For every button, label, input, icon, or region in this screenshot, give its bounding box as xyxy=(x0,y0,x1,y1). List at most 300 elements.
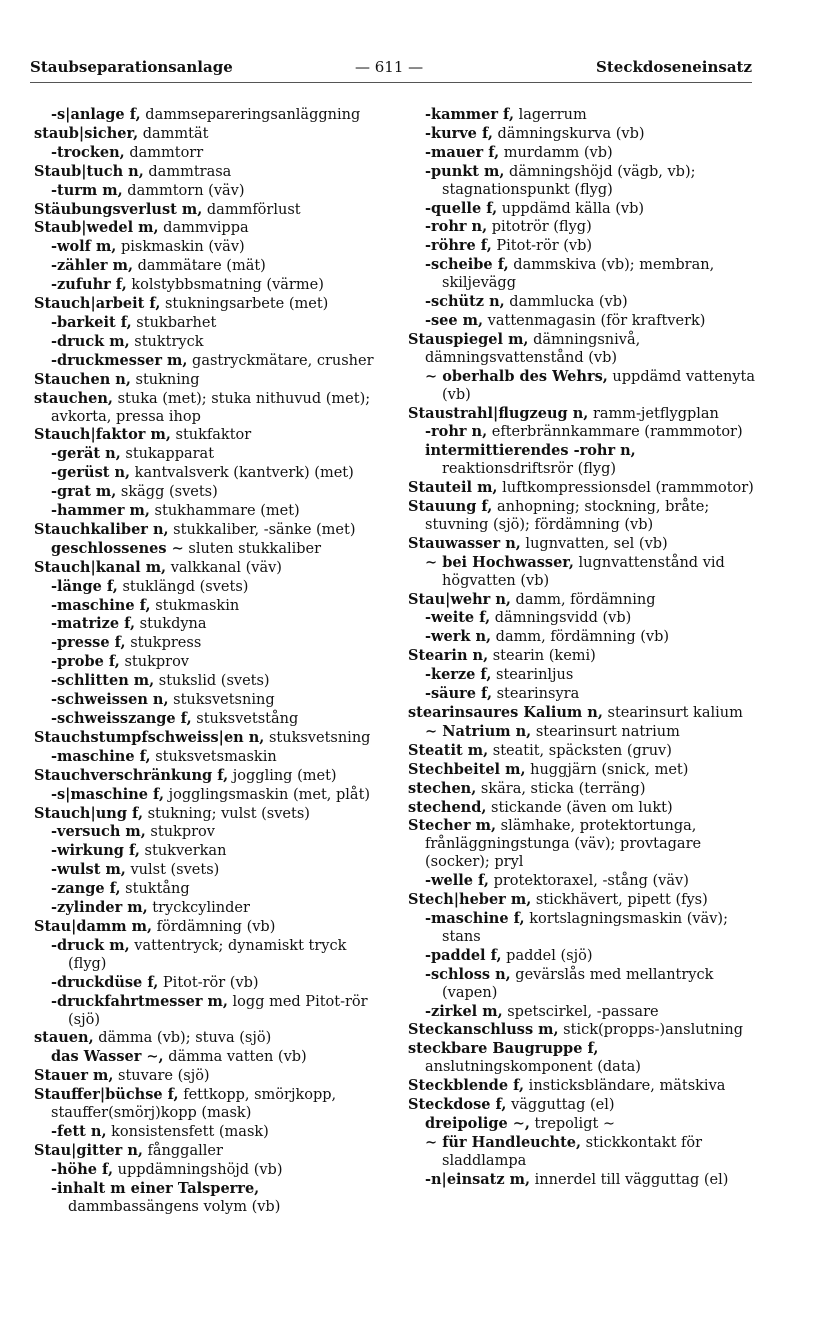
entry-headword: ∼ für Handleuchte, xyxy=(425,1133,582,1151)
entry-headword: -werk n, xyxy=(425,628,492,646)
entry-headword: -s|maschine f, xyxy=(51,785,165,803)
entry-headword: ∼ oberhalb des Wehrs, xyxy=(425,367,608,385)
dictionary-entry xyxy=(34,352,384,371)
entry-translation: spetscirkel, -passare xyxy=(502,1003,659,1020)
dictionary-entry xyxy=(34,672,384,691)
entry-translation: stukbarhet xyxy=(131,314,217,331)
dictionary-entry xyxy=(34,314,384,333)
entry-headword: Stauch|ung f, xyxy=(34,804,143,822)
entry-headword: -scheibe f, xyxy=(425,256,509,274)
dictionary-entry xyxy=(408,1040,760,1077)
entry-headword: -schütz n, xyxy=(425,293,505,311)
entry-translation: luftkompressionsdel (rammmotor) xyxy=(497,480,754,497)
entry-translation: trepoligt ∼ xyxy=(529,1115,616,1132)
dictionary-entry xyxy=(34,691,384,710)
dictionary-entry xyxy=(408,591,760,610)
entry-translation: stukhammare (met) xyxy=(149,503,300,520)
dictionary-entry xyxy=(34,578,384,597)
entry-translation: stukprov xyxy=(119,654,189,671)
entry-headword: dreipolige ∼, xyxy=(425,1114,530,1132)
dictionary-entry xyxy=(408,163,760,200)
entry-translation: skägg (svets) xyxy=(116,484,218,501)
entry-headword: Stauchkaliber n, xyxy=(34,520,169,538)
entry-headword: stauen, xyxy=(34,1029,94,1047)
entry-translation: Pitot-rör (vb) xyxy=(158,974,259,991)
entry-translation: dammsepareringsanläggning xyxy=(140,107,361,123)
entry-headword: -rohr n, xyxy=(425,218,488,236)
entry-headword: -maschine f, xyxy=(425,909,525,927)
entry-headword: -schloss n, xyxy=(425,965,511,983)
entry-headword: Stauchverschränkung f, xyxy=(34,766,229,784)
dictionary-entry xyxy=(34,899,384,918)
dictionary-entry xyxy=(34,502,384,521)
entry-translation: Pitot-rör (vb) xyxy=(491,238,593,255)
entry-translation: stukslid (svets) xyxy=(154,673,270,690)
entry-headword: -mauer f, xyxy=(425,143,500,161)
dictionary-entry xyxy=(34,842,384,861)
dictionary-entry xyxy=(34,390,384,427)
entry-headword: Stauer m, xyxy=(34,1067,114,1085)
entry-translation: anhopning; stockning, bråte; stuvning (sjö); fördämning (vb) xyxy=(425,499,710,533)
dictionary-entry xyxy=(408,554,760,591)
entry-translation: pitotrör (flyg) xyxy=(487,219,592,236)
dictionary-entry xyxy=(34,238,384,257)
dictionary-entry xyxy=(408,218,760,237)
dictionary-entry xyxy=(34,1048,384,1067)
entry-translation: stukmaskin xyxy=(150,597,240,614)
entry-translation: dammlucka (vb) xyxy=(504,294,628,311)
dictionary-entry xyxy=(408,256,760,293)
dictionary-entry xyxy=(408,647,760,666)
entry-translation: kolstybbsmatning (värme) xyxy=(126,277,324,294)
dictionary-entry xyxy=(34,163,384,182)
dictionary-entry xyxy=(34,918,384,937)
dictionary-entry xyxy=(34,125,384,144)
entry-headword: geschlossenes ∼ xyxy=(51,539,184,557)
entry-headword: -quelle f, xyxy=(425,199,498,217)
entry-translation: tryckcylinder xyxy=(147,900,250,917)
dictionary-entry xyxy=(408,910,760,947)
entry-translation: stearinsurt kalium xyxy=(602,705,743,721)
page-header xyxy=(30,58,752,78)
dictionary-entry xyxy=(408,817,760,872)
dictionary-entry xyxy=(34,426,384,445)
entry-headword: Stearin n, xyxy=(408,647,489,665)
entry-headword: ∼ Natrium n, xyxy=(425,722,532,740)
entry-translation: dammtorr xyxy=(124,144,204,161)
dictionary-entry xyxy=(34,974,384,993)
entry-headword: -matrize f, xyxy=(51,615,136,633)
entry-translation: stuksvetsning xyxy=(168,692,275,709)
entry-headword: -druckmesser m, xyxy=(51,351,188,369)
entry-headword: -s|anlage f, xyxy=(51,106,141,123)
entry-headword: Stauch|faktor m, xyxy=(34,426,171,444)
dictionary-entry xyxy=(408,479,760,498)
dictionary-entry xyxy=(408,200,760,219)
dictionary-entry xyxy=(34,559,384,578)
entry-headword: intermittierendes -rohr n, xyxy=(425,442,636,460)
entry-translation: uppdämningshöjd (vb) xyxy=(113,1161,283,1178)
dictionary-entry xyxy=(34,483,384,502)
entry-translation: stuklängd (svets) xyxy=(117,578,249,595)
entry-translation: stukpress xyxy=(125,635,202,652)
entry-headword: stearinsaures Kalium n, xyxy=(408,704,603,721)
entry-headword: -grat m, xyxy=(51,483,117,501)
entry-headword: -trocken, xyxy=(51,143,125,161)
entry-translation: stick(propps-)anslutning xyxy=(558,1022,743,1039)
dictionary-entry xyxy=(408,1003,760,1022)
dictionary-entry xyxy=(408,966,760,1003)
entry-headword: Stauch|arbeit f, xyxy=(34,295,161,313)
entry-headword: -maschine f, xyxy=(51,747,151,765)
entry-translation: steatit, späcksten (gruv) xyxy=(488,742,672,759)
dictionary-entry xyxy=(34,880,384,899)
entry-headword: -kammer f, xyxy=(425,106,515,123)
entry-headword: Stech|heber m, xyxy=(408,891,532,909)
dictionary-entry xyxy=(34,333,384,352)
entry-headword: -probe f, xyxy=(51,653,120,671)
dictionary-entry xyxy=(34,861,384,880)
entry-translation: fånggaller xyxy=(142,1142,223,1159)
entry-translation: stukkaliber, -sänke (met) xyxy=(168,521,356,538)
dictionary-entry xyxy=(34,1123,384,1142)
entry-headword: -welle f, xyxy=(425,872,489,890)
dictionary-entry xyxy=(34,521,384,540)
entry-headword: -schlitten m, xyxy=(51,672,155,690)
entry-headword: -zirkel m, xyxy=(425,1002,503,1020)
dictionary-entry xyxy=(34,144,384,163)
entry-translation: uppdämd källa (vb) xyxy=(497,200,645,217)
dictionary-entry xyxy=(408,442,760,479)
entry-headword: -zylinder m, xyxy=(51,899,148,917)
entry-translation: stearinljus xyxy=(491,667,574,684)
entry-translation: stuksvetsning xyxy=(264,729,371,746)
entry-headword: Stau|wehr n, xyxy=(408,590,511,608)
dictionary-entry xyxy=(408,368,760,405)
entry-translation: damm, fördämning xyxy=(510,591,656,608)
dictionary-entry xyxy=(408,125,760,144)
entry-headword: Stauspiegel m, xyxy=(408,330,529,348)
dictionary-entry xyxy=(408,609,760,628)
dictionary-entry xyxy=(408,1115,760,1134)
entry-headword: -säure f, xyxy=(425,685,492,703)
dictionary-entry xyxy=(408,947,760,966)
dictionary-entry xyxy=(408,761,760,780)
header-left-guide-word: Staubseparationsanlage xyxy=(30,58,233,76)
entry-headword: Steckanschluss m, xyxy=(408,1021,559,1039)
entry-translation: gevärslås med mellantryck (vapen) xyxy=(442,966,714,1001)
left-column xyxy=(34,106,384,1216)
dictionary-entry xyxy=(408,293,760,312)
entry-translation: stickande (även om lukt) xyxy=(486,799,673,816)
dictionary-entry xyxy=(408,1077,760,1096)
dictionary-entry xyxy=(34,276,384,295)
entry-translation: vulst (svets) xyxy=(125,862,220,879)
dictionary-entry xyxy=(34,615,384,634)
dictionary-entry xyxy=(34,937,384,974)
entry-headword: -gerät n, xyxy=(51,445,121,463)
entry-translation: vattenmagasin (för kraftverk) xyxy=(483,312,706,329)
dictionary-entry xyxy=(34,729,384,748)
entry-translation: protektoraxel, -stång (väv) xyxy=(488,873,689,890)
dictionary-entry xyxy=(34,710,384,729)
entry-headword: stechend, xyxy=(408,798,487,816)
entry-headword: -druck m, xyxy=(51,332,130,350)
entry-headword: das Wasser ∼, xyxy=(51,1048,164,1066)
entry-translation: dammtrasa xyxy=(143,163,232,180)
dictionary-entry xyxy=(408,666,760,685)
entry-translation: vägguttag (el) xyxy=(506,1097,615,1114)
entry-headword: -höhe f, xyxy=(51,1160,114,1178)
dictionary-entry xyxy=(34,1086,384,1123)
entry-headword: Staub|wedel m, xyxy=(34,219,159,237)
dictionary-entry xyxy=(34,182,384,201)
dictionary-entry xyxy=(34,540,384,559)
entry-headword: -presse f, xyxy=(51,634,126,652)
entry-translation: murdamm (vb) xyxy=(499,144,613,161)
entry-translation: stuksvetsmaskin xyxy=(150,748,277,765)
entry-translation: dämma vatten (vb) xyxy=(163,1049,307,1066)
entry-translation: fettkopp, smörjkopp, stauffer(smörj)kopp (mask) xyxy=(51,1087,337,1122)
entry-translation: dämningsvidd (vb) xyxy=(490,610,632,627)
entry-translation: logg med Pitot-rör (sjö) xyxy=(68,993,368,1028)
dictionary-entry xyxy=(34,1161,384,1180)
entry-translation: dammtorn (väv) xyxy=(122,182,245,199)
entry-translation: dämningshöjd (vägb, vb); stagnationspunkt (flyg) xyxy=(442,163,696,198)
entry-headword: steckbare Baugruppe f, xyxy=(408,1040,599,1058)
entry-translation: kortslagningsmaskin (väv); stans xyxy=(442,910,728,945)
dictionary-entry xyxy=(408,331,760,368)
entry-headword: Stauwasser n, xyxy=(408,534,521,552)
dictionary-entry xyxy=(408,144,760,163)
dictionary-entry xyxy=(408,106,760,125)
entry-translation: uppdämd vattenyta (vb) xyxy=(442,368,755,403)
entry-headword: -barkeit f, xyxy=(51,313,132,331)
entry-headword: Stauch|kanal m, xyxy=(34,558,167,576)
entry-translation: stukningsarbete (met) xyxy=(160,296,329,313)
dictionary-entry xyxy=(34,1180,384,1217)
entry-translation: dammvippa xyxy=(158,220,249,237)
entry-translation: dammtät xyxy=(138,125,209,142)
dictionary-entry xyxy=(34,464,384,483)
entry-translation: dammförlust xyxy=(202,201,301,218)
dictionary-entry xyxy=(34,371,384,390)
entry-translation: stearinsurt natrium xyxy=(531,723,680,740)
entry-headword: staub|sicher, xyxy=(34,124,139,142)
entry-headword: Steatit m, xyxy=(408,741,489,759)
dictionary-entry xyxy=(34,219,384,238)
dictionary-entry xyxy=(34,653,384,672)
entry-headword: -wulst m, xyxy=(51,861,126,879)
entry-headword: Stauteil m, xyxy=(408,479,498,497)
dictionary-entry xyxy=(408,799,760,818)
dictionary-entry xyxy=(408,1134,760,1171)
dictionary-entry xyxy=(408,405,760,424)
entry-headword: -zange f, xyxy=(51,880,121,898)
entry-headword: -punkt m, xyxy=(425,162,505,180)
entry-headword: Staub|tuch n, xyxy=(34,162,144,180)
entry-translation: stukdyna xyxy=(135,616,207,633)
entry-translation: innerdel till vägguttag (el) xyxy=(530,1171,729,1188)
entry-translation: slämhake, protektortunga, frånläggningstunga (väv); provtagare (socker); pryl xyxy=(425,818,702,871)
right-column xyxy=(408,106,760,1190)
dictionary-entry xyxy=(34,1067,384,1086)
dictionary-entry xyxy=(408,628,760,647)
entry-translation: stuktryck xyxy=(129,333,204,350)
entry-headword: -wolf m, xyxy=(51,238,117,256)
entry-headword: Stau|damm m, xyxy=(34,917,153,935)
header-right-guide-word: Steckdoseneinsatz xyxy=(596,58,752,76)
entry-headword: Stechbeitel m, xyxy=(408,760,526,778)
entry-headword: -gerüst n, xyxy=(51,464,131,482)
dictionary-entry xyxy=(34,106,384,125)
entry-translation: dämningskurva (vb) xyxy=(492,125,645,142)
dictionary-entry xyxy=(408,704,760,723)
entry-headword: -druckfahrtmesser m, xyxy=(51,992,228,1010)
entry-headword: -kerze f, xyxy=(425,666,492,684)
dictionary-entry xyxy=(408,872,760,891)
entry-translation: valkkanal (väv) xyxy=(166,559,282,576)
entry-headword: -röhre f, xyxy=(425,237,492,255)
entry-translation: stearinsyra xyxy=(492,686,580,703)
entry-translation: vattentryck; dynamiskt tryck (flyg) xyxy=(68,937,347,972)
dictionary-entry xyxy=(34,634,384,653)
entry-headword: -druckdüse f, xyxy=(51,973,159,991)
entry-translation: anslutningskomponent (data) xyxy=(425,1059,641,1076)
dictionary-entry xyxy=(34,445,384,464)
dictionary-entry xyxy=(408,742,760,761)
entry-headword: -druck m, xyxy=(51,936,130,954)
entry-headword: Stauchstumpfschweiss|en n, xyxy=(34,728,265,746)
dictionary-entry xyxy=(34,1029,384,1048)
header-rule xyxy=(30,82,752,83)
dictionary-entry xyxy=(34,295,384,314)
entry-translation: fördämning (vb) xyxy=(152,918,276,935)
entry-headword: Stauung f, xyxy=(408,498,493,516)
entry-headword: -paddel f, xyxy=(425,946,502,964)
entry-translation: dämningsnivå, dämningsvattenstånd (vb) xyxy=(425,331,641,366)
dictionary-entry xyxy=(34,748,384,767)
page-number: — 611 — xyxy=(355,58,424,76)
entry-translation: damm, fördämning (vb) xyxy=(491,629,670,646)
entry-translation: stukverkan xyxy=(139,843,227,860)
entry-translation: dammskiva (vb); membran, skiljevägg xyxy=(442,257,715,292)
entry-headword: Stau|gitter n, xyxy=(34,1141,143,1159)
entry-translation: stukning xyxy=(130,371,200,388)
entry-translation: jogglingsmaskin (met, plåt) xyxy=(164,786,371,803)
dictionary-entry xyxy=(34,201,384,220)
dictionary-entry xyxy=(34,993,384,1030)
entry-translation: lugnvattenstånd vid högvatten (vb) xyxy=(442,554,725,589)
dictionary-entry xyxy=(408,780,760,799)
entry-headword: stechen, xyxy=(408,779,477,797)
entry-headword: Staustrahl|flugzeug n, xyxy=(408,404,589,422)
entry-headword: -rohr n, xyxy=(425,423,488,441)
entry-translation: dammbassängens volym (vb) xyxy=(68,1198,281,1215)
entry-headword: -see m, xyxy=(425,311,484,329)
entry-headword: -wirkung f, xyxy=(51,842,140,860)
entry-translation: stuvare (sjö) xyxy=(113,1068,210,1085)
dictionary-entry xyxy=(34,767,384,786)
dictionary-entry xyxy=(408,891,760,910)
entry-translation: sluten stukkaliber xyxy=(183,540,322,557)
entry-headword: Steckblende f, xyxy=(408,1077,525,1095)
entry-translation: efterbrännkammare (rammmotor) xyxy=(487,424,743,441)
entry-headword: -schweisszange f, xyxy=(51,710,192,727)
entry-headword: Stauffer|büchse f, xyxy=(34,1086,179,1104)
entry-headword: -hammer m, xyxy=(51,502,150,520)
entry-translation: joggling (met) xyxy=(228,767,337,784)
entry-headword: -länge f, xyxy=(51,577,118,595)
entry-translation: kantvalsverk (kantverk) (met) xyxy=(130,465,354,482)
dictionary-entry xyxy=(34,1142,384,1161)
entry-headword: stauchen, xyxy=(34,389,113,407)
entry-headword: -weite f, xyxy=(425,609,491,627)
dictionary-entry xyxy=(408,1096,760,1115)
entry-headword: ∼ bei Hochwasser, xyxy=(425,553,574,571)
entry-headword: -zufuhr f, xyxy=(51,276,127,294)
entry-headword: Stecher m, xyxy=(408,817,497,835)
entry-headword: -zähler m, xyxy=(51,257,134,275)
entry-headword: -schweissen n, xyxy=(51,691,169,709)
entry-translation: stickkontakt för sladdlampa xyxy=(442,1134,703,1169)
dictionary-entry xyxy=(34,805,384,824)
entry-translation: konsistensfett (mask) xyxy=(106,1123,269,1140)
entry-translation: stukprov xyxy=(145,824,215,841)
entry-translation: huggjärn (snick, met) xyxy=(525,761,689,778)
entry-translation: gastryckmätare, crusher xyxy=(187,352,374,369)
entry-translation: lagerrum xyxy=(514,107,587,123)
entry-headword: Steckdose f, xyxy=(408,1096,507,1114)
entry-translation: skära, sticka (terräng) xyxy=(476,780,646,797)
entry-headword: -maschine f, xyxy=(51,596,151,614)
dictionary-entry xyxy=(408,723,760,742)
entry-translation: paddel (sjö) xyxy=(501,947,593,964)
entry-translation: insticksbländare, mätskiva xyxy=(524,1078,726,1095)
entry-headword: Stauchen n, xyxy=(34,370,131,388)
entry-translation: dammätare (mät) xyxy=(133,258,266,275)
entry-translation: stukning; vulst (svets) xyxy=(143,805,310,822)
dictionary-entry xyxy=(34,786,384,805)
entry-headword: -n|einsatz m, xyxy=(425,1170,531,1188)
entry-translation: dämma (vb); stuva (sjö) xyxy=(93,1030,272,1047)
entry-translation: reaktionsdriftsrör (flyg) xyxy=(442,461,617,478)
dictionary-entry xyxy=(408,423,760,442)
dictionary-entry xyxy=(408,1171,760,1190)
dictionary-entry xyxy=(408,498,760,535)
dictionary-entry xyxy=(408,535,760,554)
dictionary-entry xyxy=(408,1021,760,1040)
dictionary-entry xyxy=(34,823,384,842)
entry-translation: stearin (kemi) xyxy=(488,648,596,665)
entry-translation: piskmaskin (väv) xyxy=(116,239,245,256)
entry-headword: -inhalt m einer Talsperre, xyxy=(51,1179,260,1197)
entry-headword: -turm m, xyxy=(51,181,123,199)
entry-translation: lugnvatten, sel (vb) xyxy=(520,535,668,552)
dictionary-entry xyxy=(408,237,760,256)
entry-translation: stickhävert, pipett (fys) xyxy=(531,892,708,909)
entry-translation: stukapparat xyxy=(120,446,215,463)
entry-translation: stuksvetstång xyxy=(191,711,299,727)
entry-headword: Stäubungsverlust m, xyxy=(34,200,203,218)
entry-translation: stuka (met); stuka nithuvud (met); avkorta, pressa ihop xyxy=(51,390,371,425)
dictionary-entry xyxy=(408,312,760,331)
dictionary-entry xyxy=(34,597,384,616)
entry-translation: stuktång xyxy=(120,881,190,898)
entry-headword: -kurve f, xyxy=(425,124,493,142)
entry-translation: ramm-jetflygplan xyxy=(588,405,719,422)
dictionary-entry xyxy=(34,257,384,276)
